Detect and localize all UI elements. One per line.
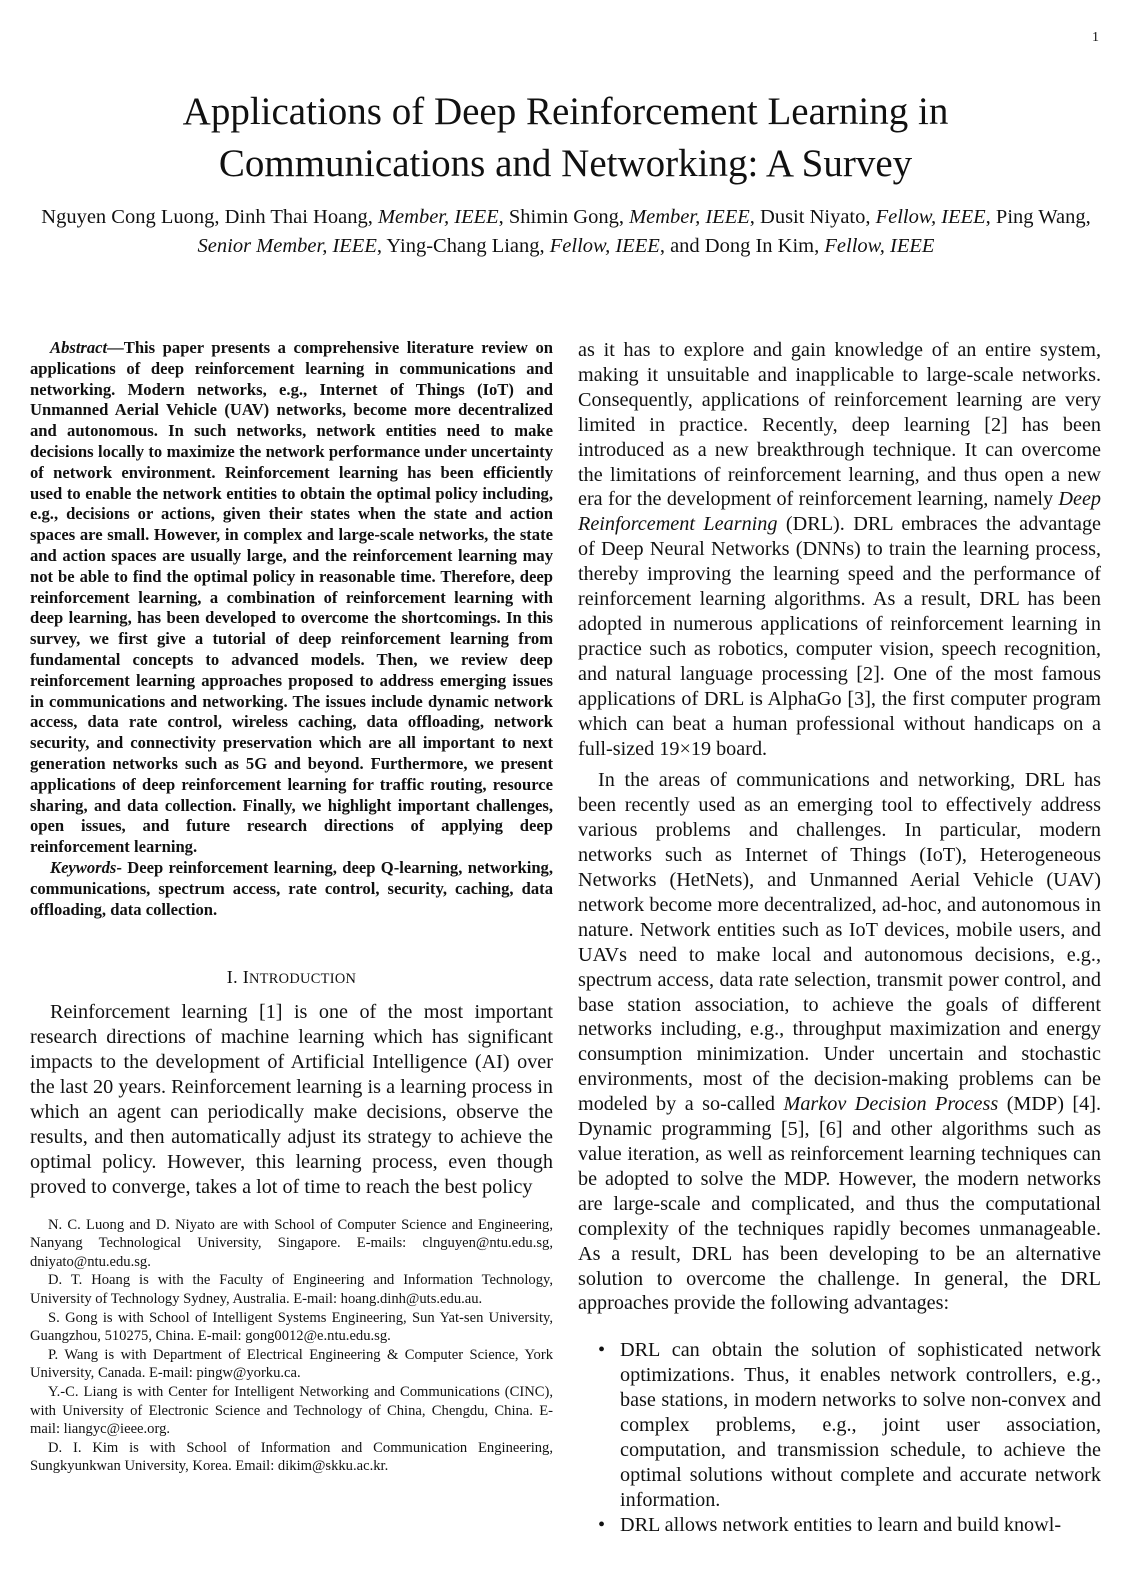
bullet-icon: • <box>598 1513 606 1536</box>
author-names: , Ying-Chang Liang, <box>376 235 550 257</box>
body-text: as it has to explore and gain knowledge of an entire system, making it unsuitable and inapplicable to large-scale networks. Consequently, applications of reinforcement learning are very limited in practice. Recently, deep learning [2] has been introduced as a new breakthrough technique. It can overcome the limitations of reinforcement learning, and thus open a new era for the development of reinforcement learning, namely <box>578 339 1101 511</box>
keywords-label: Keywords <box>50 857 117 877</box>
author-names: Nguyen Cong Luong, Dinh Thai Hoang, <box>41 206 378 228</box>
author-role: Senior Member, IEEE <box>197 235 377 257</box>
emphasized-term: Deep Reinforcement Learning <box>578 488 1101 536</box>
body-text: (DRL). DRL embraces the advantage of Deep Neural Networks (DNNs) to train the learning process, thereby improving the learning speed and the performance of reinforcement learning algorithms. As a result, DRL has been adopted in numerous applications of reinforcement learning in practice such as robotics, computer vision, speech recognition, and natural language processing [2]. One of the most famous applications of DRL is AlphaGo [3], the first computer program which can beat a human professional without handicaps on a full-sized 19×19 board. <box>578 513 1101 760</box>
author-list <box>30 203 1102 261</box>
footnote: P. Wang is with Department of Electrical Engineering & Computer Science, York University, Canada. E-mail: pingw@yorku.ca. <box>30 1346 553 1382</box>
footnote: N. C. Luong and D. Niyato are with School of Computer Science and Engineering, Nanyang Technological University, Singapore. E-mails: clnguyen@ntu.edu.sg, dniyato@ntu.edu.sg. <box>30 1216 553 1270</box>
footnote: D. I. Kim is with School of Information and Communication Engineering, Sungkyunkwan University, Korea. Email: dikim@skku.ac.kr. <box>30 1439 553 1475</box>
footnote: Y.-C. Liang is with Center for Intelligent Networking and Communications (CINC), with University of Electronic Science and Technology of China, Chengdu, China. E-mail: liangyc@ieee.org. <box>30 1383 553 1438</box>
author-names: , and Dong In Kim, <box>659 235 825 257</box>
author-names: , Dusit Niyato, <box>749 206 876 228</box>
author-role: Member, IEEE <box>629 206 750 228</box>
author-names: , Shimin Gong, <box>498 206 630 228</box>
list-item-text: DRL can obtain the solution of sophisticated network optimizations. Thus, it enables network controllers, e.g., base stations, in modern networks to solve non-convex and complex problems, e.g., joint user association, computation, and transmission schedule, to achieve the optimal solutions without complete and accurate network information. <box>620 1339 1101 1511</box>
footnotes <box>30 1216 553 1476</box>
left-column <box>30 338 553 1476</box>
body-text: (MDP) [4]. Dynamic programming [5], [6] and other algorithms such as value iteration, as well as reinforcement learning techniques can be adopted to solve the MDP. However, the modern networks are large-scale and complicated, and thus the computational complexity of the techniques rapidly becomes unmanageable. As a result, DRL has been developing to be an alternative solution to overcome the challenge. In general, the DRL approaches provide the following advantages: <box>578 1093 1101 1315</box>
abstract-label: Abstract <box>50 338 108 357</box>
right-column <box>578 338 1101 1538</box>
author-role: Member, IEEE <box>377 206 499 228</box>
body-text: In the areas of communications and networking, DRL has been recently used as an emerging tool to effectively address various problems and challenges. In particular, modern networks such as Internet of Things (IoT), Heterogeneous Networks (HetNets), and Unmanned Aerial Vehicle (UAV) network become more decentralized, ad-hoc, and autonomous in nature. Network entities such as IoT devices, mobile users, and UAVs need to make local and autonomous decisions, e.g., spectrum access, data rate selection, transmit power control, and base station association, to achieve the goals of different networks including, e.g., throughput maximization and energy consumption minimization. Under uncertain and stochastic environments, most of the decision-making problems can be modeled by a so-called <box>578 769 1101 1116</box>
list-item <box>578 1513 1101 1538</box>
section-heading-text: I. INTRODUCTION <box>226 967 357 988</box>
footnote: S. Gong is with School of Intelligent Systems Engineering, Sun Yat-sen University, Guangzhou, 510275, China. E-mail: gong0012@e.ntu.edu.sg. <box>30 1309 553 1345</box>
abstract <box>30 338 553 858</box>
author-role: Fellow, IEEE <box>875 206 986 228</box>
keywords-text: - Deep reinforcement learning, deep Q-learning, networking, communications, spectrum access, rate control, security, caching, data offloading, data collection. <box>30 857 553 919</box>
abstract-text: —This paper presents a comprehensive literature review on applications of deep reinforcement learning in communications and networking. Modern networks, e.g., Internet of Things (IoT) and Unmanned Aerial Vehicle (UAV) networks, become more decentralized and autonomous. In such networks, network entities need to make decisions locally to maximize the network performance under uncertainty of network environment. Reinforcement learning has been efficiently used to enable the network entities to obtain the optimal policy including, e.g., decisions or actions, given their states when the state and action spaces are small. However, in complex and large-scale networks, the state and action spaces are usually large, and the reinforcement learning may not be able to find the optimal policy in reasonable time. Therefore, deep reinforcement learning, a combination of reinforcement learning with deep learning, has been developed to overcome the shortcomings. In this survey, we first give a tutorial of deep reinforcement learning from fundamental concepts to advanced models. Then, we review deep reinforcement learning approaches proposed to address emerging issues in communications and networking. The issues include dynamic network access, data rate control, wireless caching, data offloading, network security, and connectivity preservation which are all important to next generation networks such as 5G and beyond. Furthermore, we present applications of deep reinforcement learning for traffic routing, resource sharing, and data collection. Finally, we highlight important challenges, open issues, and future research directions of applying deep reinforcement learning. <box>30 338 553 857</box>
list-item-text: DRL allows network entities to learn and build knowl- <box>620 1513 1062 1536</box>
author-names: , Ping Wang, <box>985 206 1091 228</box>
author-role: Fellow, IEEE <box>824 235 935 257</box>
emphasized-term: Markov Decision Process <box>783 1093 999 1116</box>
footnote: D. T. Hoang is with the Faculty of Engineering and Information Technology, University of Technology Sydney, Australia. E-mail: hoang.dinh@uts.edu.au. <box>30 1272 553 1307</box>
list-item <box>578 1338 1101 1512</box>
bullet-icon: • <box>598 1339 606 1362</box>
keywords <box>30 858 553 920</box>
body-paragraph <box>578 338 1101 761</box>
section-heading <box>30 966 553 990</box>
body-paragraph <box>578 768 1101 1316</box>
advantages-list <box>578 1338 1101 1537</box>
paper-title: Applications of Deep Reinforcement Learning in Communications and Networking: A Survey <box>182 90 949 185</box>
page-number: 1 <box>1092 30 1099 45</box>
intro-paragraph: Reinforcement learning [1] is one of the most important research directions of machine learning which has significant impacts to the development of Artificial Intelligence (AI) over the last 20 years. Reinforcement learning is a learning process in which an agent can periodically make decisions, observe the results, and then automatically adjust its strategy to achieve the optimal policy. However, this learning process, even though proved to converge, takes a lot of time to reach the best policy <box>30 1001 553 1198</box>
author-role: Fellow, IEEE <box>549 235 660 257</box>
